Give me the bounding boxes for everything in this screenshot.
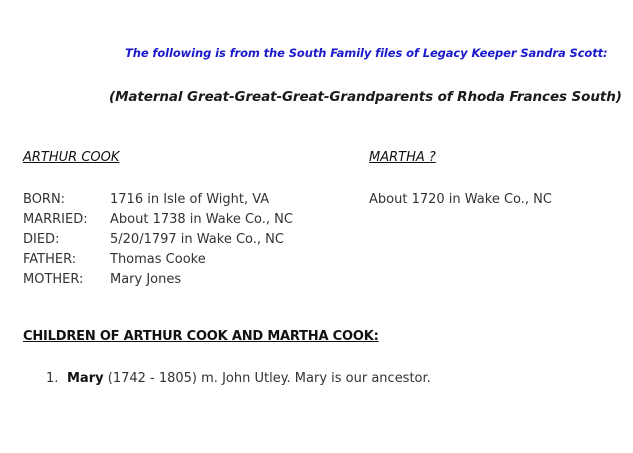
page-subtitle: (Maternal Great-Great-Great-Grandparents of Rhoda Frances South) (109, 89, 622, 105)
intro-note: The following is from the South Family files of Legacy Keeper Sandra Scott: (125, 46, 608, 60)
husband-name: ARTHUR COOK (23, 150, 120, 165)
fact-value: 1716 in Isle of Wight, VA (110, 192, 270, 207)
fact-label: MOTHER: (23, 272, 84, 287)
fact-row-father (23, 250, 293, 270)
wife-born-value: About 1720 in Wake Co., NC (369, 192, 552, 207)
fact-row-married (23, 210, 293, 230)
fact-label: BORN: (23, 192, 66, 207)
fact-row-born (23, 190, 293, 210)
fact-label: FATHER: (23, 252, 77, 267)
child-detail: (1742 - 1805) m. John Utley. Mary is our ancestor. (103, 371, 431, 386)
fact-label: MARRIED: (23, 212, 88, 227)
husband-heading (23, 150, 361, 165)
husband-facts (23, 190, 293, 290)
fact-value: Thomas Cooke (110, 252, 206, 267)
wife-heading: MARTHA ? (369, 150, 436, 165)
children-heading: CHILDREN OF ARTHUR COOK AND MARTHA COOK: (23, 329, 379, 344)
fact-value: Mary Jones (110, 272, 182, 287)
list-item (46, 369, 431, 389)
list-number: 1. (46, 371, 59, 386)
fact-label: DIED: (23, 232, 60, 247)
fact-row-died (23, 230, 293, 250)
child-name: Mary (67, 371, 104, 386)
fact-value: About 1738 in Wake Co., NC (110, 212, 293, 227)
fact-value: 5/20/1797 in Wake Co., NC (110, 232, 284, 247)
fact-row-mother (23, 270, 293, 290)
